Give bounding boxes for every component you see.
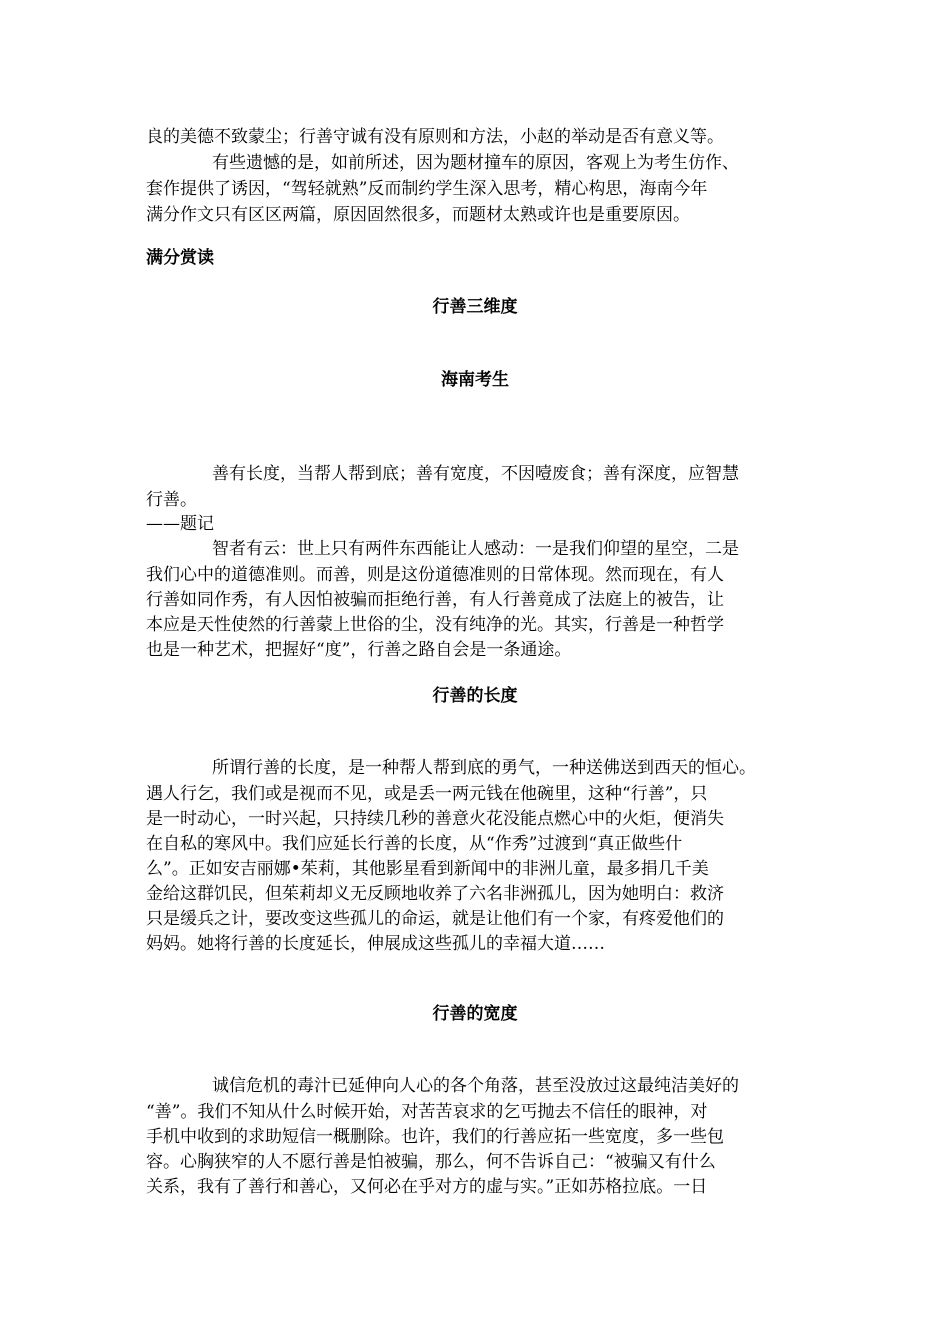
section1-line: 是一时动心，一时兴起，只持续几秒的善意火花没能点燃心中的火炬，便消失 — [146, 809, 724, 829]
essay-author: 海南考生 — [441, 370, 509, 390]
intro-para-line: 套作提供了诱因，“驾轻就熟”反而制约学生深入思考，精心构思，海南今年 — [146, 179, 708, 199]
section1-line: 在自私的寒风中。我们应延长行善的长度，从“作秀”过渡到“真正做些什 — [146, 834, 683, 854]
section1-line: 金给这群饥民，但茱莉却义无反顾地收养了六名非洲孤儿，因为她明白：救济 — [146, 884, 724, 904]
section1-line: 遇人行乞，我们或是视而不见，或是丢一两元钱在他碗里，这种“行善”，只 — [146, 784, 708, 804]
section1-line: 只是缓兵之计，要改变这些孤儿的命运，就是让他们有一个家，有疼爱他们的 — [146, 909, 724, 929]
section1-line: 么”。正如安吉丽娜•茱莉，其他影星看到新闻中的非洲儿童，最多捐几千美 — [146, 859, 709, 879]
section2-line: 关系，我有了善行和善心，又何必在乎对方的虚与实。”正如苏格拉底。一日 — [146, 1177, 708, 1197]
section1-line: 妈妈。她将行善的长度延长，伸展成这些孤儿的幸福大道…… — [146, 934, 605, 954]
section1-line: 所谓行善的长度，是一种帮人帮到底的勇气，一种送佛送到西天的恒心。 — [212, 758, 756, 778]
opening-line: 智者有云：世上只有两件东西能让人感动：一是我们仰望的星空，二是 — [212, 539, 739, 559]
opening-line: 我们心中的道德准则。而善，则是这份道德准则的日常体现。然而现在，有人 — [146, 565, 724, 585]
section2-line: 诚信危机的毒汁已延伸向人心的各个角落，甚至没放过这最纯洁美好的 — [212, 1076, 739, 1096]
opening-line: 本应是天性使然的行善蒙上世俗的尘，没有纯净的光。其实，行善是一种哲学 — [146, 615, 724, 635]
intro-para-line: 满分作文只有区区两篇，原因固然很多，而题材太熟或许也是重要原因。 — [146, 205, 690, 225]
section-heading-width: 行善的宽度 — [432, 1004, 518, 1024]
section2-line: 容。心胸狭窄的人不愿行善是怕被骗，那么，何不告诉自己：“被骗又有什么 — [146, 1152, 716, 1172]
section-heading-length: 行善的长度 — [432, 686, 518, 706]
epigraph-line: 善有长度，当帮人帮到底；善有宽度，不因噎废食；善有深度，应智慧 — [212, 464, 739, 484]
opening-line: 行善如同作秀，有人因怕被骗而拒绝行善，有人行善竟成了法庭上的被告，让 — [146, 590, 724, 610]
intro-para-line: 有些遗憾的是，如前所述，因为题材撞车的原因，客观上为考生仿作、 — [212, 153, 739, 173]
section-label: 满分赏读 — [146, 248, 214, 268]
section2-line: 手机中收到的求助短信一概删除。也许，我们的行善应拓一些宽度，多一些包 — [146, 1127, 724, 1147]
section2-line: “善”。我们不知从什么时候开始，对苦苦哀求的乞丐抛去不信任的眼神，对 — [146, 1102, 708, 1122]
opening-line: 也是一种艺术，把握好“度”，行善之路自会是一条通途。 — [146, 640, 572, 660]
epigraph-line: 行善。 — [146, 490, 197, 510]
essay-title: 行善三维度 — [432, 297, 518, 317]
intro-line: 良的美德不致蒙尘；行善守诚有没有原则和方法，小赵的举动是否有意义等。 — [146, 127, 724, 147]
epigraph-source: ——题记 — [146, 514, 214, 534]
